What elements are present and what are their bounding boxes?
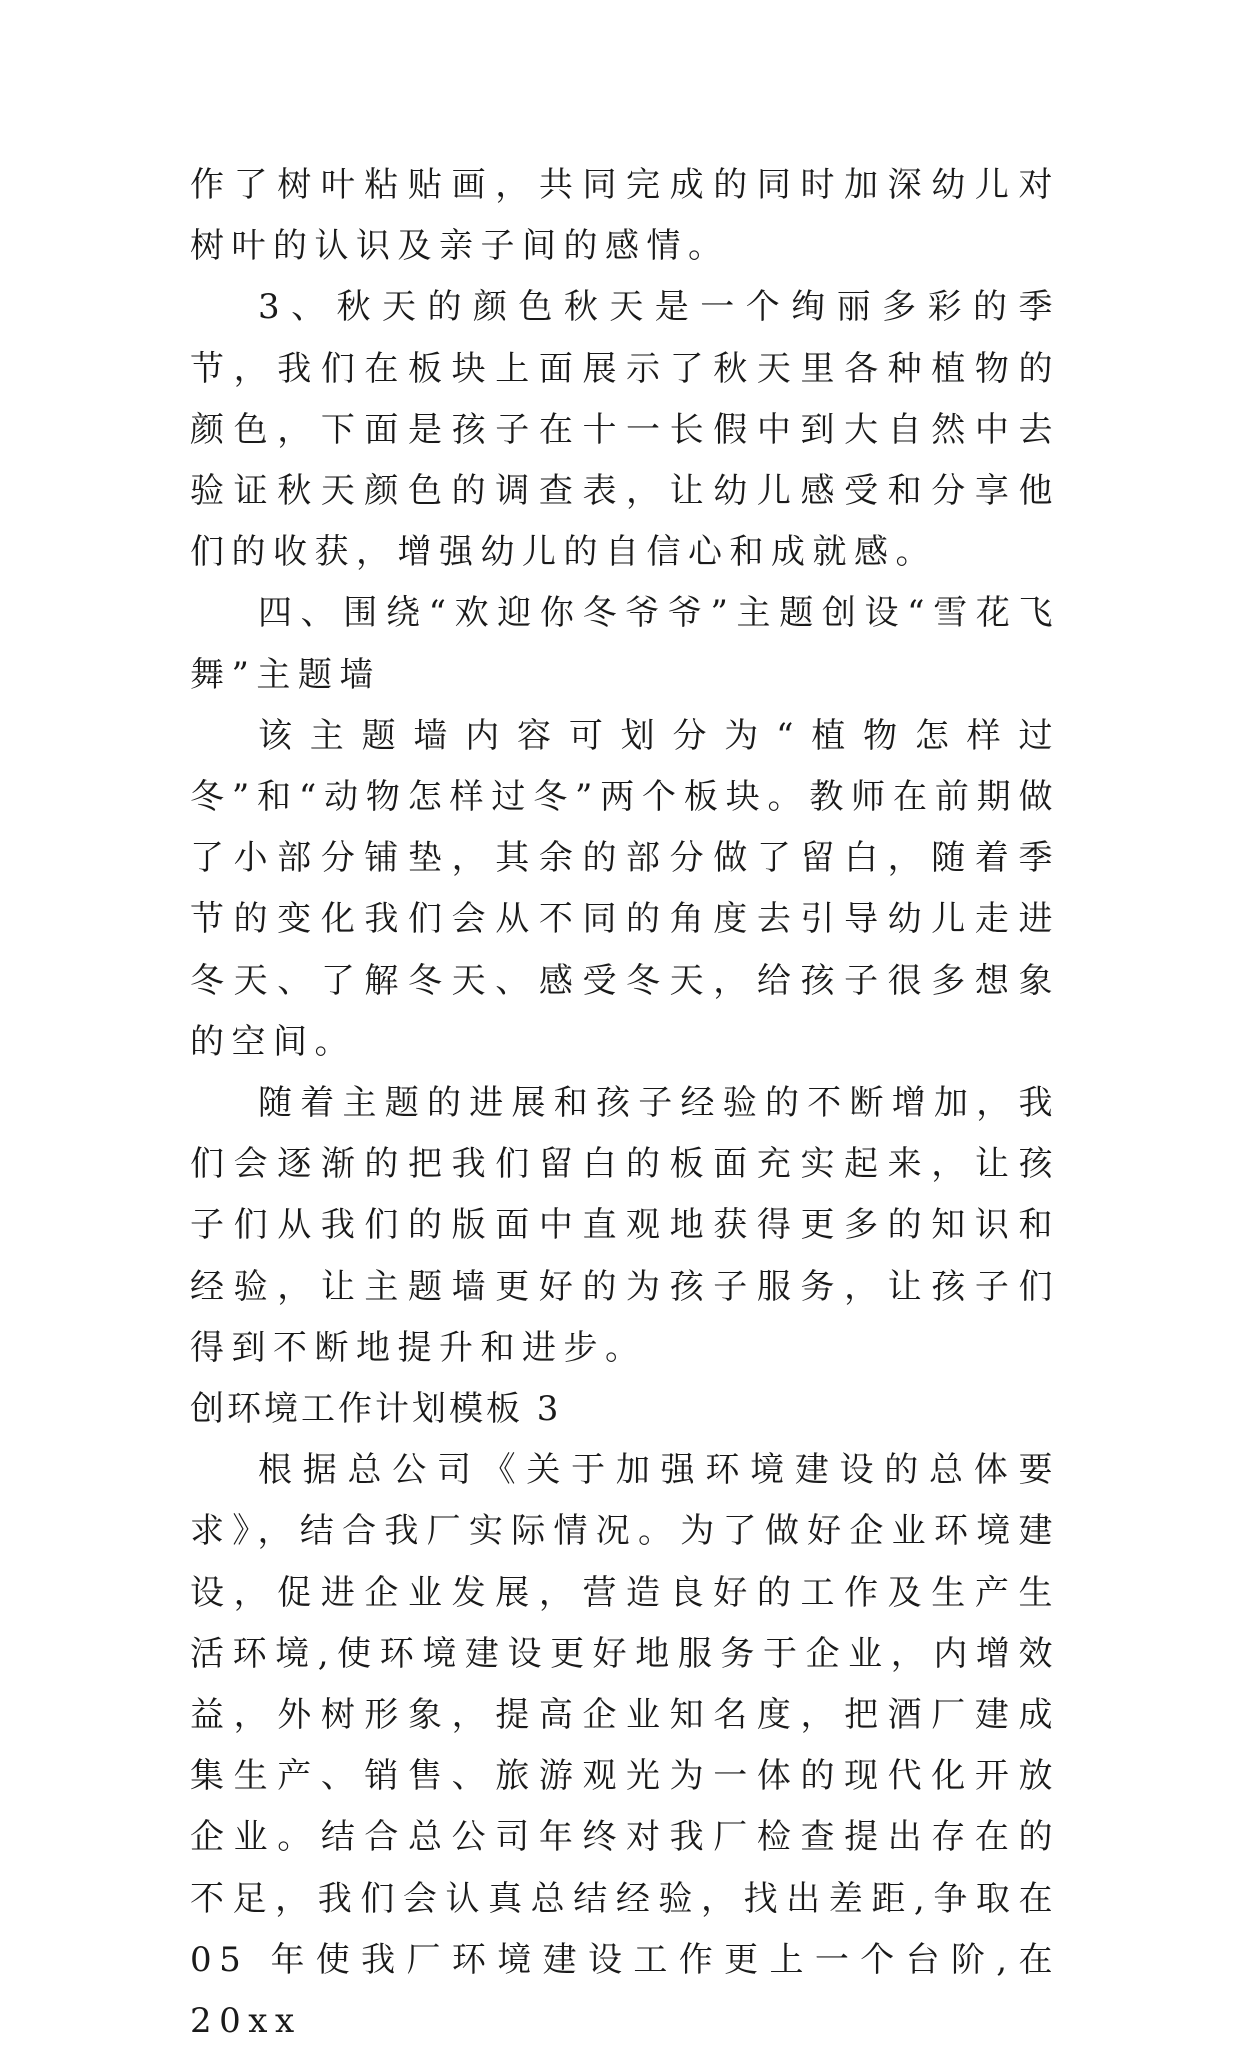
template-heading: 创环境工作计划模板 3 xyxy=(190,1389,562,1430)
paragraph-environment-plan: 根据总公司《关于加强环境建设的总体要求》，结合我厂实际情况。为了做好企业环境建设，促进企业发展，营造良好的工作及生产生活环境,使环境建设更好地服务于企业，内增效益，外树形象，提高企业知名度，把酒厂建成集生产、销售、旅游观光为一体的现代化开放企业。结合总公司年终对我厂检查提出存在的不足，我们会认真总结经验，找出差距,争取在 05 年使我厂环境建设工作更上一个台阶,在 20xx xyxy=(190,1450,1060,2042)
document-page xyxy=(190,155,1060,2052)
paragraph-autumn-colors: 3、秋天的颜色秋天是一个绚丽多彩的季节，我们在板块上面展示了秋天里各种植物的颜色，下面是孩子在十一长假中到大自然中去验证秋天颜色的调查表，让幼儿感受和分享他们的收获，增强幼儿的自信心和成就感。 xyxy=(190,287,1060,573)
paragraph-continuation: 作了树叶粘贴画，共同完成的同时加深幼儿对树叶的认识及亲子间的感情。 xyxy=(190,165,1060,267)
paragraph-theme-progress: 随着主题的进展和孩子经验的不断增加，我们会逐渐的把我们留白的板面充实起来，让孩子们从我们的版面中直观地获得更多的知识和经验，让主题墙更好的为孩子服务，让孩子们得到不断地提升和进步。 xyxy=(190,1083,1060,1368)
section-heading-winter: 四、围绕“欢迎你冬爷爷”主题创设“雪花飞舞”主题墙 xyxy=(190,593,1060,695)
paragraph-theme-wall: 该主题墙内容可划分为“植物怎样过冬”和“动物怎样过冬”两个板块。教师在前期做了小部分铺垫，其余的部分做了留白，随着季节的变化我们会从不同的角度去引导幼儿走进冬天、了解冬天、感受冬天，给孩子很多想象的空间。 xyxy=(190,715,1060,1062)
